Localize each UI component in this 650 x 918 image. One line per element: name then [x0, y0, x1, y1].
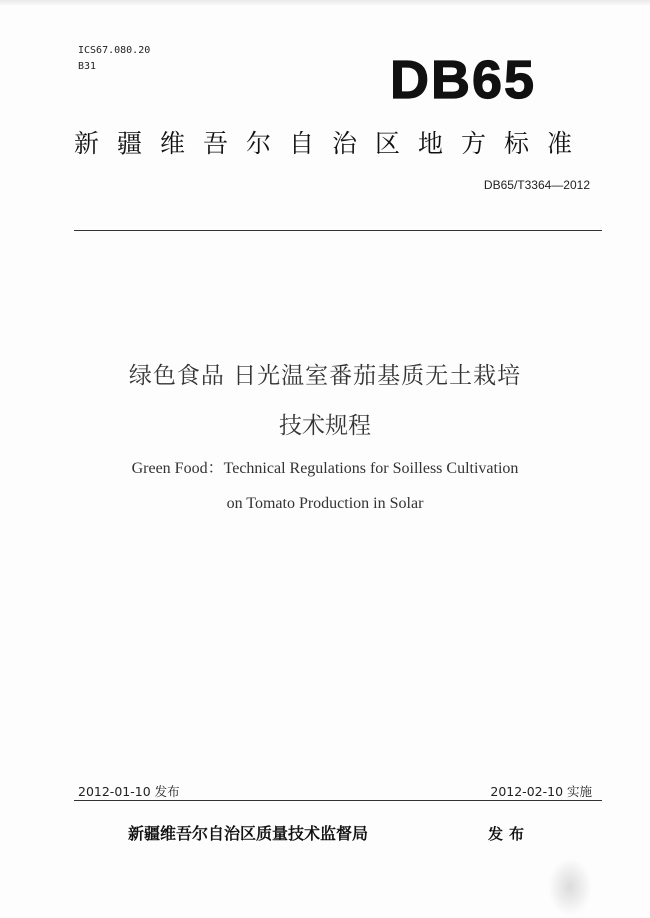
publisher: 新疆维吾尔自治区质量技术监督局 — [128, 824, 369, 843]
ics-code: ICS67.080.20 — [78, 45, 151, 56]
top-divider — [74, 230, 602, 231]
scan-smudge — [548, 858, 592, 916]
document-title-en-line1: Green Food：Technical Regulations for Soilless Cultivation — [131, 460, 519, 477]
document-title-cn-line2: 技术规程 — [279, 413, 371, 439]
standard-number: DB65/T3364—2012 — [483, 178, 590, 192]
document-title-en-line2: on Tomato Production in Solar — [226, 495, 424, 512]
db-logo-text: DB65 — [390, 52, 537, 104]
standard-title: 新疆维吾尔自治区地方标准 — [74, 129, 591, 158]
scan-edge — [0, 0, 650, 6]
ccs-code: B31 — [78, 61, 97, 72]
issue-date: 2012-01-10 发布 — [78, 784, 180, 799]
bottom-divider — [74, 800, 602, 801]
implementation-date: 2012-02-10 实施 — [490, 784, 592, 799]
publish-label: 发布 — [488, 825, 531, 843]
document-title-cn-line1: 绿色食品 日光温室番茄基质无土栽培 — [128, 363, 522, 389]
db-logo — [388, 52, 568, 104]
